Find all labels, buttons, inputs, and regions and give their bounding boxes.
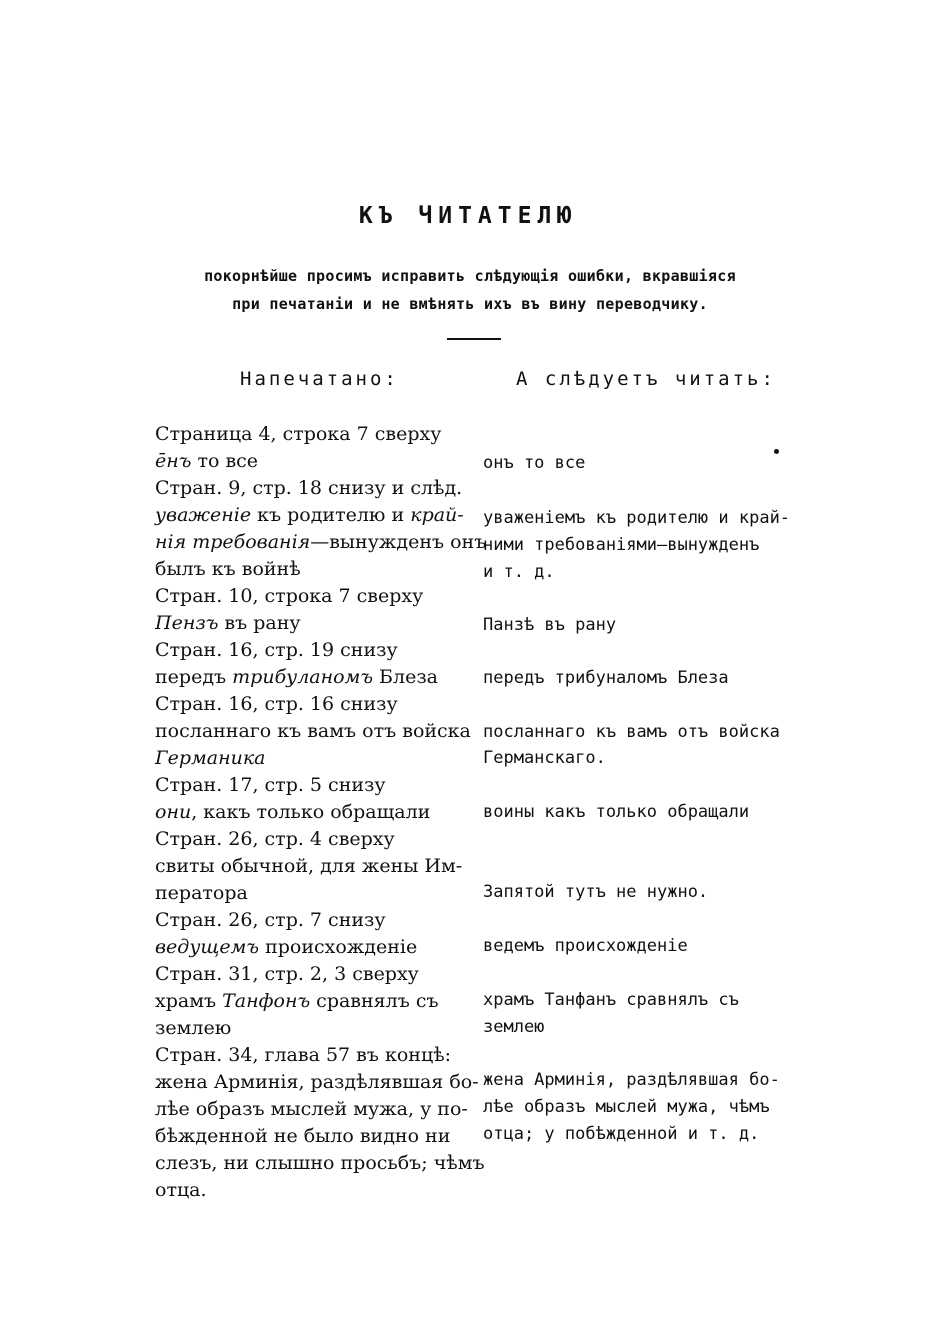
printed-text: былъ къ войнѣ <box>155 558 301 580</box>
correction-text: уваженіемъ къ родителю и край- <box>483 508 791 528</box>
correction-text: передъ трибуналомъ Блеза <box>483 668 729 688</box>
correction-text: воины какъ только обращали <box>483 802 750 822</box>
printed-text-part: , какъ только обращали <box>191 801 431 823</box>
erroneous-word: Германика <box>155 747 266 769</box>
printed-text: бѣжденной не было видно ни <box>155 1125 451 1147</box>
erroneous-word: ēнъ <box>155 450 192 472</box>
notice-line-1: покорнѣйше просимъ исправить слѣдующія ошибки, вкравшіяся <box>204 267 736 285</box>
correction-text: посланнаго къ вамъ отъ войска <box>483 722 780 742</box>
errata-notice <box>150 262 790 318</box>
errata-location: Стран. 34, глава 57 въ концѣ: <box>155 1044 452 1066</box>
correction-text: храмъ Танфанъ сравнялъ съ <box>483 990 739 1010</box>
correction-text: онъ то все <box>483 453 586 473</box>
erroneous-word: они <box>155 801 192 823</box>
printed-text-part: Блеза <box>373 666 439 688</box>
printed-text <box>155 665 438 689</box>
printed-text <box>155 530 486 554</box>
correction-column-header: А слѣдуетъ читать: <box>516 368 776 390</box>
printed-text: лѣе образъ мыслей мужа, у по- <box>155 1098 468 1120</box>
correction-text: Германскаго. <box>483 748 606 768</box>
printed-text <box>155 503 464 527</box>
correction-text: землею <box>483 1017 545 1037</box>
errata-location: Стран. 31, стр. 2, 3 сверху <box>155 963 419 985</box>
correction-text: отца; у побѣжденной и т. д. <box>483 1124 760 1144</box>
erroneous-word: Пензъ <box>155 612 219 634</box>
correction-text: лѣе образъ мыслей мужа, чѣмъ <box>483 1097 770 1117</box>
erroneous-word: уваженіе <box>155 504 252 526</box>
errata-location: Стран. 26, стр. 7 снизу <box>155 909 386 931</box>
printed-text <box>155 611 301 635</box>
errata-location: Стран. 16, стр. 16 снизу <box>155 693 398 715</box>
printed-text-part: происхожденіе <box>259 936 418 958</box>
printed-text-part: въ рану <box>218 612 301 634</box>
erroneous-word: Танфонъ <box>222 990 311 1012</box>
printed-text: слезъ, ни слышно просьбъ; чѣмъ <box>155 1152 485 1174</box>
ink-speck <box>774 449 779 454</box>
printed-text-part: къ родителю и <box>251 504 411 526</box>
divider-rule <box>447 338 501 340</box>
page-title: КЪ ЧИТАТЕЛЮ <box>358 203 578 229</box>
erroneous-word: край- <box>410 504 464 526</box>
printed-text: жена Арминія, раздѣлявшая бо- <box>155 1071 479 1093</box>
printed-text <box>155 935 417 959</box>
printed-text-part: сравнялъ съ <box>310 990 439 1012</box>
erroneous-word: трибуланомъ <box>232 666 373 688</box>
correction-text: Панзѣ въ рану <box>483 615 617 635</box>
errata-location: Стран. 10, строка 7 сверху <box>155 585 424 607</box>
printed-column-header: Напечатано: <box>240 368 399 390</box>
printed-text <box>155 449 258 473</box>
printed-text-part: передъ <box>155 666 233 688</box>
errata-location: Страница 4, строка 7 сверху <box>155 423 442 445</box>
errata-location: Стран. 9, стр. 18 снизу и слѣд. <box>155 477 463 499</box>
printed-text <box>155 989 439 1013</box>
errata-location: Стран. 26, стр. 4 сверху <box>155 828 395 850</box>
printed-text: посланнаго къ вамъ отъ войска <box>155 720 471 742</box>
correction-text: Запятой тутъ не нужно. <box>483 882 709 902</box>
correction-text: и т. д. <box>483 562 555 582</box>
printed-text: землею <box>155 1017 232 1039</box>
correction-text: ними требованіями—вынужденъ <box>483 535 760 555</box>
printed-text-part: —вынужденъ онъ <box>310 531 487 553</box>
printed-text-part: то все <box>191 450 259 472</box>
printed-text: свиты обычной, для жены Им- <box>155 855 463 877</box>
errata-location: Стран. 17, стр. 5 снизу <box>155 774 386 796</box>
printed-text: ператора <box>155 882 248 904</box>
printed-text: отца. <box>155 1179 207 1201</box>
printed-text-part: храмъ <box>155 990 223 1012</box>
correction-text: жена Арминія, раздѣлявшая бо- <box>483 1070 780 1090</box>
erroneous-word: ведущемъ <box>155 936 260 958</box>
printed-text <box>155 800 430 824</box>
errata-location: Стран. 16, стр. 19 снизу <box>155 639 398 661</box>
correction-text: ведемъ происхожденіе <box>483 936 688 956</box>
erroneous-word: нія требованія <box>155 531 311 553</box>
notice-line-2: при печатаніи и не вмѣнять ихъ въ вину переводчику. <box>232 295 708 313</box>
